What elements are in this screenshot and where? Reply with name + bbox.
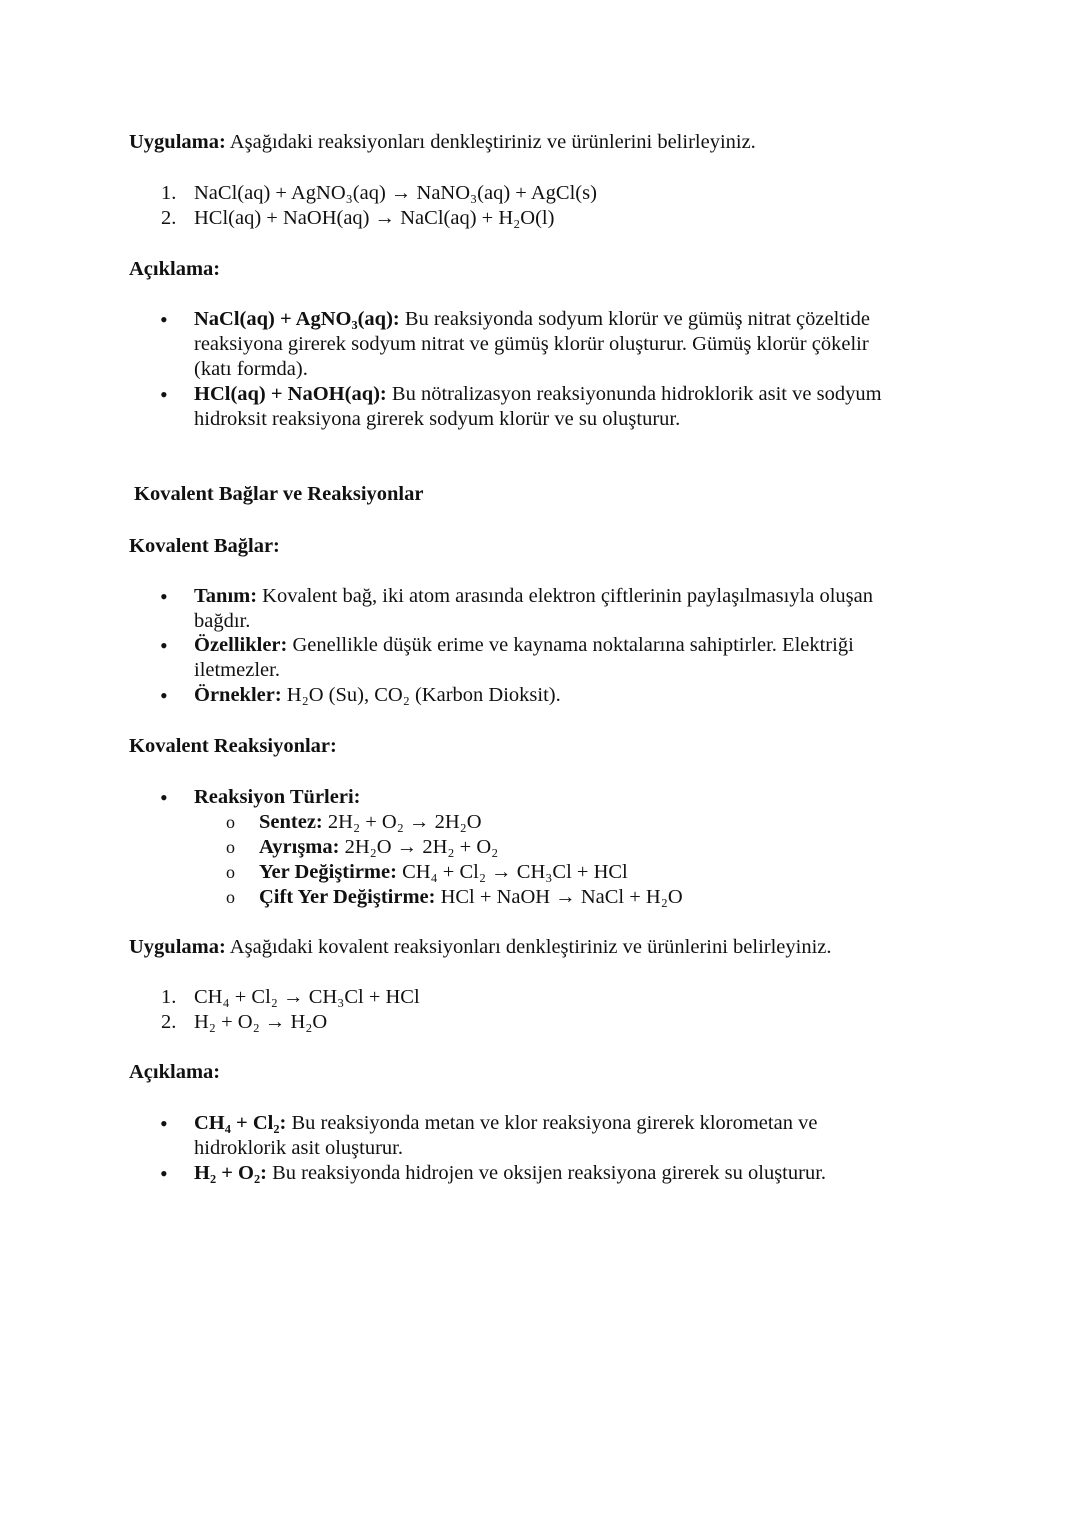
bullet-icon: • <box>160 584 168 609</box>
bullet-bold: Tanım: <box>194 585 258 607</box>
bullet-bold: HCl(aq) + NaOH(aq): <box>194 383 387 405</box>
bullet-line: Kovalent bağ, iki atom arasında elektron çiftlerinin paylaşılmasıyla oluşan <box>257 585 874 607</box>
bullet-icon: • <box>160 633 168 658</box>
bullet-line: bağdır. <box>194 610 251 632</box>
uygulama-label: Uygulama: <box>129 936 226 958</box>
bullet-line: Bu reaksiyonda metan ve klor reaksiyona girerek klorometan ve <box>286 1112 818 1134</box>
kovalent-reaksiyonlar-heading: Kovalent Reaksiyonlar: <box>129 735 337 757</box>
bullet-line: hidroklorik asit oluşturur. <box>194 1137 403 1159</box>
type-text: CH₄ + Cl₂ → CH₃Cl + HCl <box>396 861 628 883</box>
type-bold: Sentez: <box>259 811 323 833</box>
uygulama-paragraph-1 <box>129 130 756 155</box>
bullet-line: Bu reaksiyonda sodyum klorür ve gümüş nitrat çözeltide <box>399 308 871 330</box>
uygulama-text: Aşağıdaki kovalent reaksiyonları denkleştiriniz ve ürünlerini belirleyiniz. <box>225 936 832 958</box>
list-text: HCl(aq) + NaOH(aq) → NaCl(aq) + H₂O(l) <box>194 207 555 229</box>
bullet-text <box>194 584 934 634</box>
bullet-line: hidroksit reaksiyona girerek sodyum klorür ve su oluşturur. <box>194 408 681 430</box>
bullet-line: H₂O (Su), CO₂ (Karbon Dioksit). <box>281 684 561 706</box>
type-bold: Çift Yer Değiştirme: <box>259 886 436 908</box>
kovalent-baglar-heading: Kovalent Bağlar: <box>129 535 280 557</box>
type-text: HCl + NaOH → NaCl + H₂O <box>435 886 683 908</box>
type-text: 2H₂ + O₂ → 2H₂O <box>322 811 482 833</box>
bullet-icon: • <box>160 683 168 708</box>
bullet-text <box>194 633 934 683</box>
bullet-text <box>194 382 934 432</box>
bullet-line: (katı formda). <box>194 358 308 380</box>
bullet-text <box>194 683 934 708</box>
bullet-icon: • <box>160 1161 168 1186</box>
list-text: H₂ + O₂ → H₂O <box>194 1011 328 1033</box>
bullet-line: Genellikle düşük erime ve kaynama noktalarına sahiptirler. Elektriği <box>287 634 854 656</box>
bullet-bold: NaCl(aq) + AgNO₃(aq): <box>194 308 400 330</box>
bullet-line: reaksiyona girerek sodyum nitrat ve gümüş klorür oluşturur. Gümüş klorür çökelir <box>194 333 869 355</box>
list-number: 2. <box>161 207 177 229</box>
bullet-bold: Örnekler: <box>194 684 282 706</box>
circle-bullet-icon: o <box>226 812 235 832</box>
uygulama-label: Uygulama: <box>129 131 226 153</box>
list-number: 2. <box>161 1011 177 1033</box>
section-title: Kovalent Bağlar ve Reaksiyonlar <box>134 483 424 505</box>
bullet-text <box>194 307 934 382</box>
bullet-text <box>194 1161 934 1186</box>
aciklama-heading-2: Açıklama: <box>129 1061 221 1083</box>
circle-bullet-icon: o <box>226 862 235 882</box>
bullet-icon: • <box>160 382 168 407</box>
circle-bullet-icon: o <box>226 887 235 907</box>
bullet-line: Bu nötralizasyon reaksiyonunda hidroklorik asit ve sodyum <box>386 383 882 405</box>
bullet-line: iletmezler. <box>194 659 280 681</box>
bullet-icon: • <box>160 307 168 332</box>
type-bold: Yer Değiştirme: <box>259 861 397 883</box>
uygulama-text: Aşağıdaki reaksiyonları denkleştiriniz ve ürünlerini belirleyiniz. <box>225 131 756 153</box>
uygulama-paragraph-2 <box>129 935 832 960</box>
reaction-types-label: Reaksiyon Türleri: <box>194 786 361 808</box>
bullet-icon: • <box>160 1111 168 1136</box>
list-text: NaCl(aq) + AgNO₃(aq) → NaNO₃(aq) + AgCl(s) <box>194 182 597 204</box>
bullet-bold: H₂ + O₂: <box>194 1162 267 1184</box>
type-bold: Ayrışma: <box>259 836 340 858</box>
bullet-bold: Özellikler: <box>194 634 288 656</box>
list-number: 1. <box>161 182 177 204</box>
bullet-bold: CH₄ + Cl₂: <box>194 1112 287 1134</box>
type-text: 2H₂O → 2H₂ + O₂ <box>339 836 499 858</box>
bullet-line: Bu reaksiyonda hidrojen ve oksijen reaksiyona girerek su oluşturur. <box>266 1162 827 1184</box>
list-text: CH₄ + Cl₂ → CH₃Cl + HCl <box>194 986 420 1008</box>
list-number: 1. <box>161 986 177 1008</box>
circle-bullet-icon: o <box>226 837 235 857</box>
bullet-text <box>194 1111 934 1161</box>
bullet-icon: • <box>160 785 168 810</box>
aciklama-heading-1: Açıklama: <box>129 258 221 280</box>
